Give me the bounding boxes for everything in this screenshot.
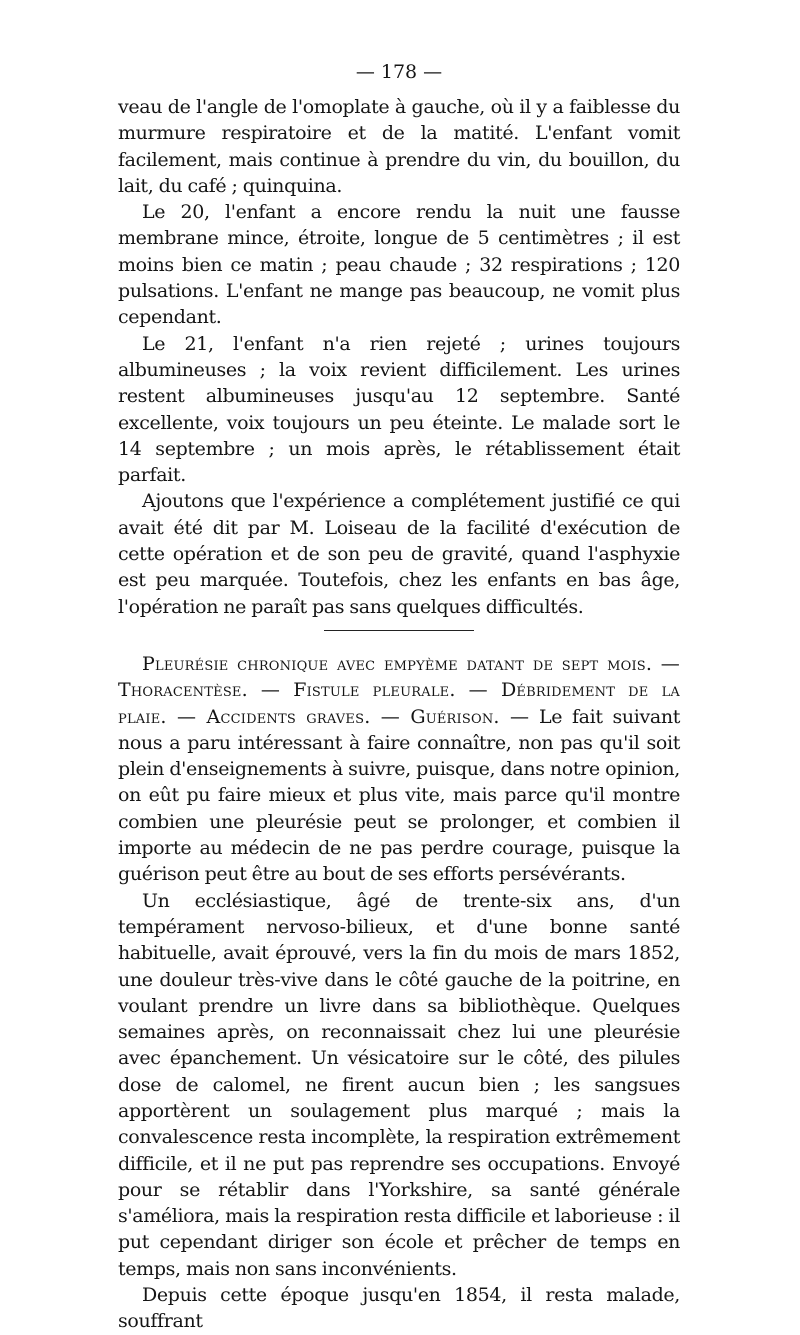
paragraph-ajoutons: Ajoutons que l'expérience a complétement justifié ce qui avait été dit par M. Loiseau de la facilité d'exécution de cette opération et de son peu de gravité, quand l'asphyxie est peu marquée. Toutefois, chez les enfants en bas âge, l'opération ne paraît pas sans quelques difficultés. xyxy=(118,490,680,618)
paragraph-ecclesiastique: Un ecclésiastique, âgé de trente-six ans, d'un tempérament nervoso-bilieux, et d'une bonne santé habituelle, avait éprouvé, vers la fin du mois de mars 1852, une douleur très-vive dans le côté gauche de la poitrine, en voulant prendre un livre dans sa bibliothèque. Quelques semaines après, on reconnaissait chez lui une pleurésie avec épanchement. Un vésicatoire sur le côté, des pilules dose de calomel, ne firent aucun bien ; les sangsues apportèrent un soulagement plus marqué ; mais la convalescence resta incomplète, la respiration extrêmement difficile, et il ne put pas reprendre ses occupations. Envoyé pour se rétablir dans l'Yorkshire, sa santé générale s'améliora, mais la respiration resta difficile et laborieuse : il put cependant diriger son école et prêcher de temps en temps, mais non sans inconvénients. xyxy=(118,889,680,1280)
section-paragraph xyxy=(118,651,680,888)
paragraph-le-20: Le 20, l'enfant a encore rendu la nuit une fausse membrane mince, étroite, longue de 5 centimètres ; il est moins bien ce matin ; peau chaude ; 32 respirations ; 120 pulsations. L'enfant ne mange pas beaucoup, ne vomit plus cependant. xyxy=(118,201,680,329)
section-divider xyxy=(324,630,474,631)
book-page xyxy=(118,58,680,1335)
section-title: Pleurésie chronique avec empyème datant de sept mois. — Thoracentèse. — Fistule pleurale. — Débridement de la plaie. — Accidents graves. — Guérison. — xyxy=(118,652,680,728)
section-intro: Le fait suivant nous a paru intéressant à faire connaître, non pas qu'il soit plein d'enseignements à suivre, puisque, dans notre opinion, on eût pu faire mieux et plus vite, mais parce qu'il montre combien une pleurésie peut se prolonger, et combien il importe au médecin de ne pas perdre courage, puisque la guérison peut être au bout de ses efforts persévérants. xyxy=(118,705,681,886)
paragraph-depuis: Depuis cette époque jusqu'en 1854, il resta malade, souffrant xyxy=(118,1284,680,1333)
paragraph-continuation: veau de l'angle de l'omoplate à gauche, où il y a faiblesse du murmure respiratoire et de la matité. L'enfant vomit facilement, mais continue à prendre du vin, du bouillon, du lait, du café ; quinquina. xyxy=(118,96,680,197)
paragraph-le-21: Le 21, l'enfant n'a rien rejeté ; urines toujours albumineuses ; la voix revient difficilement. Les urines restent albumineuses jusqu'au 12 septembre. Santé excellente, voix toujours un peu éteinte. Le malade sort le 14 septembre ; un mois après, le rétablissement était parfait. xyxy=(118,332,680,487)
page-number: — 178 — xyxy=(355,61,443,83)
